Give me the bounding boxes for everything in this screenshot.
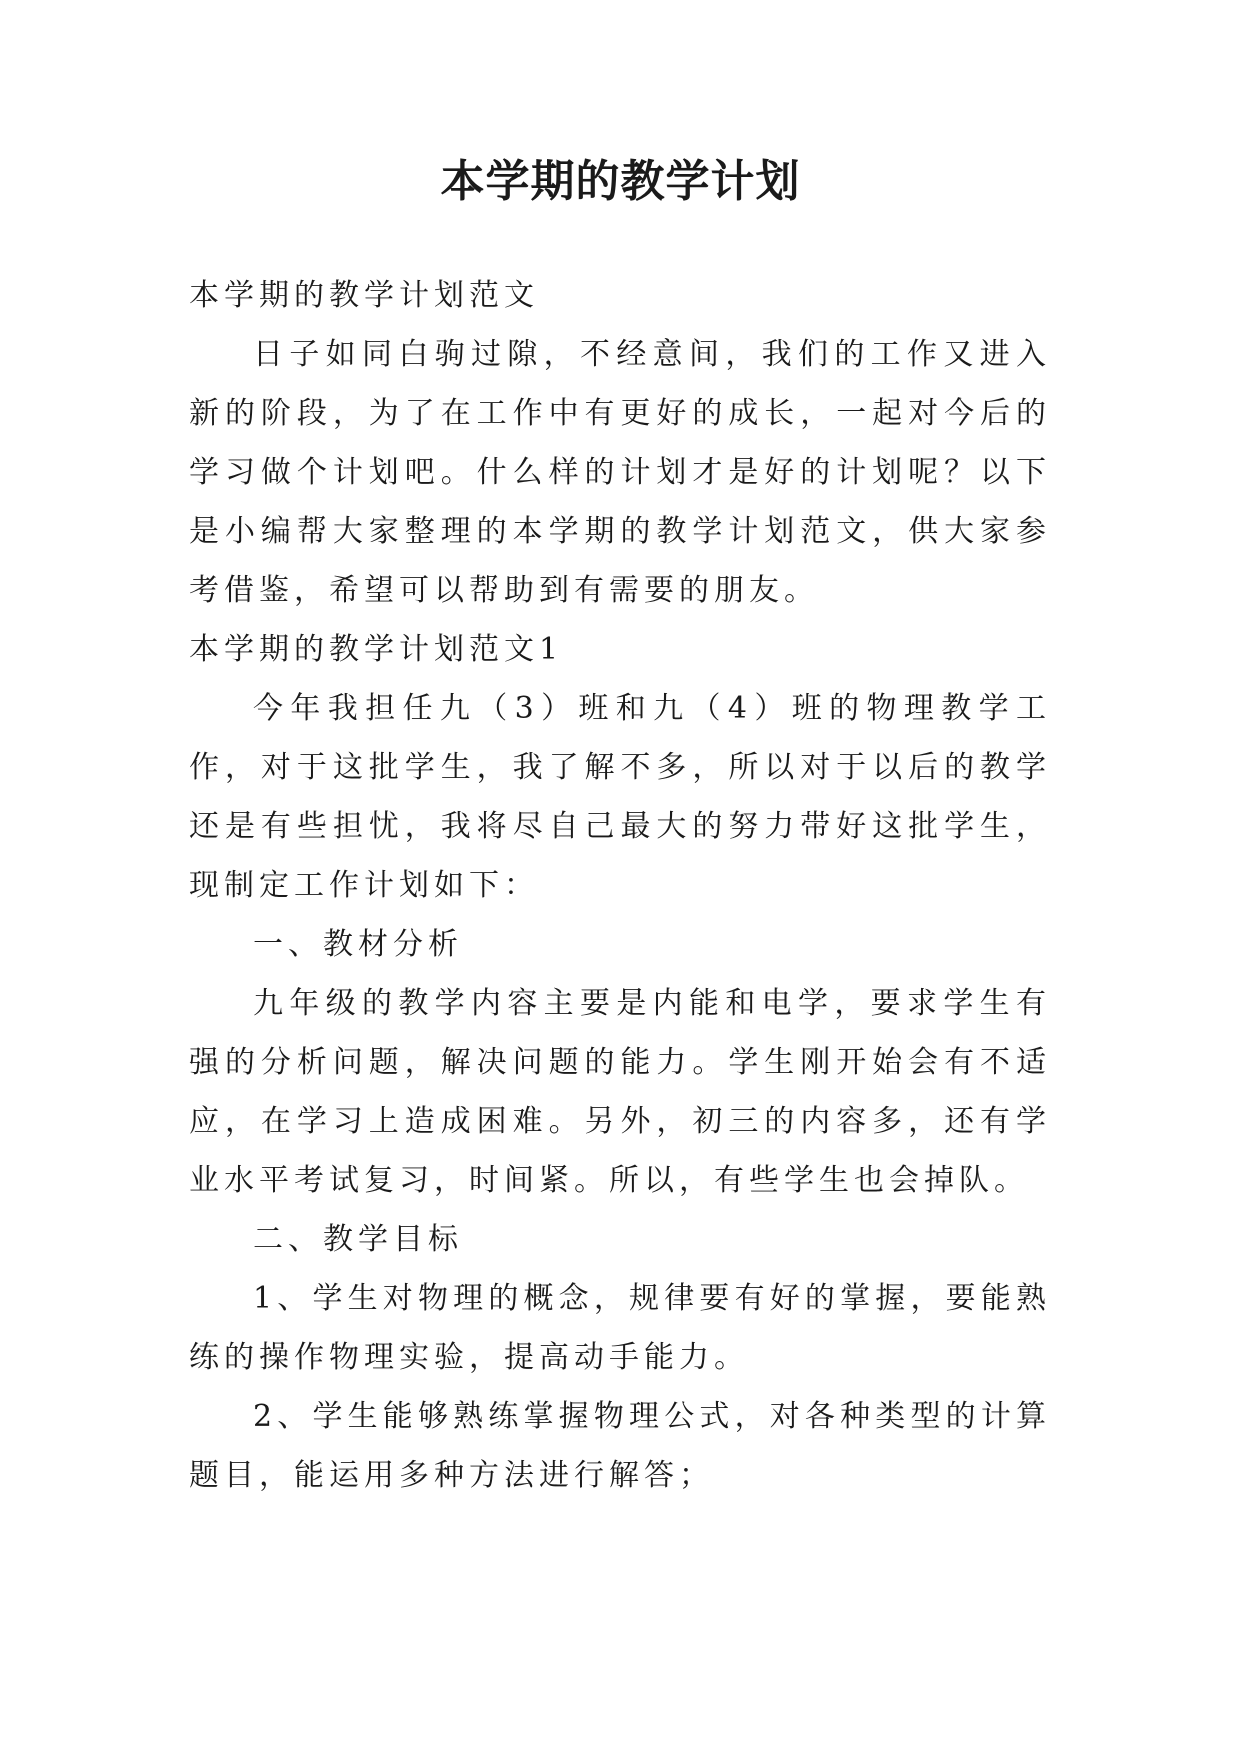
section1-paragraph: 今年我担任九（3）班和九（4）班的物理教学工作，对于这批学生，我了解不多，所以对于以后的教学还是有些担忧，我将尽自己最大的努力带好这批学生，现制定工作计划如下：	[189, 691, 1051, 903]
analysis-heading: 一、教材分析	[253, 927, 463, 962]
document-title: 本学期的教学计划	[440, 156, 801, 207]
intro-heading: 本学期的教学计划范文	[189, 278, 539, 313]
section1-heading: 本学期的教学计划范文1	[189, 632, 564, 667]
intro-block	[189, 266, 1051, 620]
section1-block	[189, 620, 1051, 1505]
intro-paragraph: 日子如同白驹过隙，不经意间，我们的工作又进入新的阶段，为了在工作中有更好的成长，一起对今后的学习做个计划吧。什么样的计划才是好的计划呢？以下是小编帮大家整理的本学期的教学计划范文，供大家参考借鉴，希望可以帮助到有需要的朋友。	[189, 337, 1051, 608]
goal-item-1: 1、学生对物理的概念，规律要有好的掌握，要能熟练的操作物理实验，提高动手能力。	[189, 1281, 1051, 1375]
goal-item-2: 2、学生能够熟练掌握物理公式，对各种类型的计算题目，能运用多种方法进行解答；	[189, 1399, 1051, 1493]
analysis-paragraph: 九年级的教学内容主要是内能和电学，要求学生有强的分析问题，解决问题的能力。学生刚开始会有不适应，在学习上造成困难。另外，初三的内容多，还有学业水平考试复习，时间紧。所以，有些学生也会掉队。	[189, 986, 1051, 1198]
goals-heading: 二、教学目标	[253, 1222, 463, 1257]
